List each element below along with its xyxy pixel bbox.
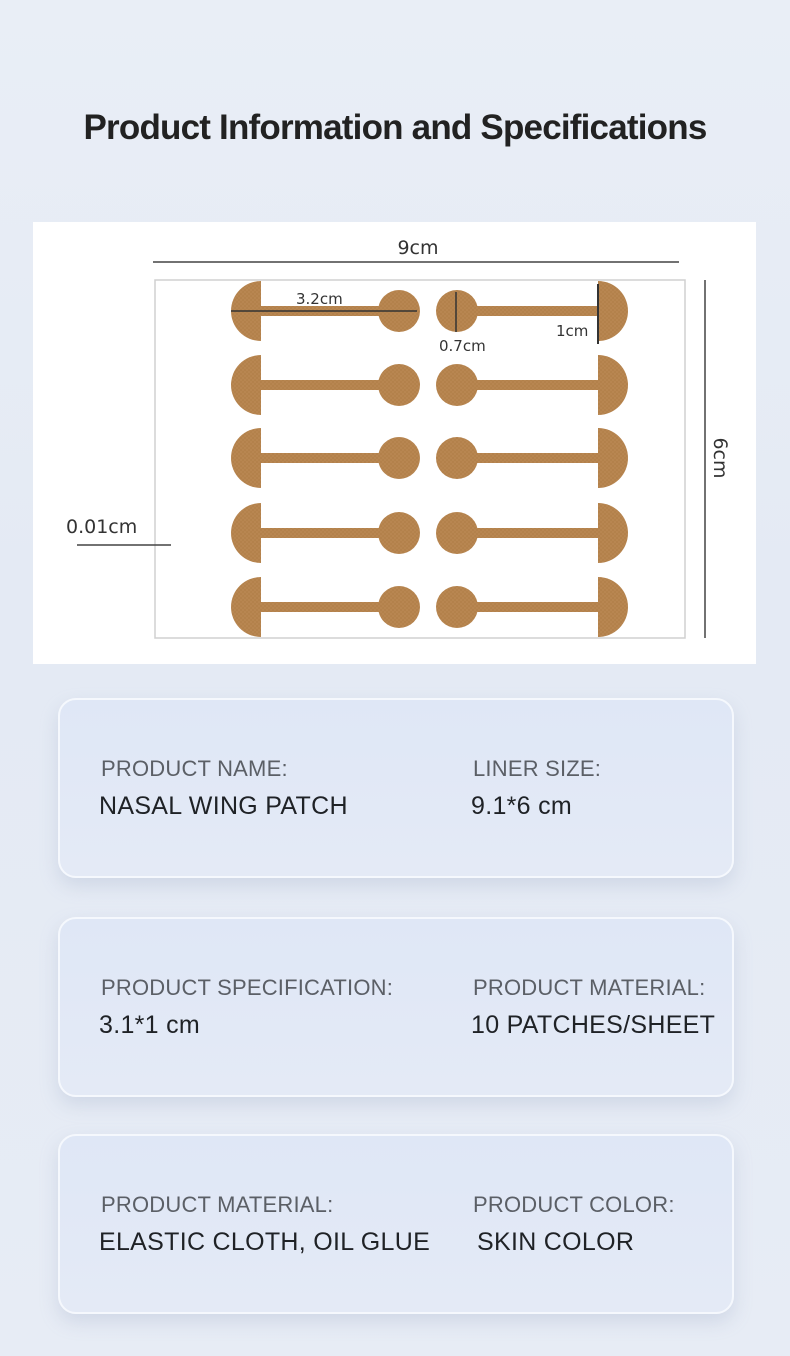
liner-size-label: LINER SIZE: — [473, 756, 602, 781]
product-name-label: PRODUCT NAME: — [101, 756, 288, 781]
product-color-label: PRODUCT COLOR: — [473, 1192, 675, 1217]
product-specification-label: PRODUCT SPECIFICATION: — [101, 975, 394, 1000]
patch-sheet-diagram — [33, 222, 756, 664]
product-material-label-2: PRODUCT MATERIAL: — [101, 1192, 334, 1217]
product-color-value: SKIN COLOR — [477, 1228, 635, 1256]
small-end-diameter-label: 0.7cm — [439, 337, 486, 355]
large-end-height-label: 1cm — [556, 322, 589, 340]
product-specification-value: 3.1*1 cm — [99, 1011, 201, 1039]
liner-size-value: 9.1*6 cm — [471, 792, 573, 820]
dimension-drawing — [33, 222, 756, 664]
thickness-label: 0.01cm — [66, 516, 138, 538]
sheet-width-label: 9cm — [397, 237, 439, 259]
product-material-value: 10 PATCHES/SHEET — [471, 1011, 716, 1039]
spec-card-2 — [58, 917, 734, 1097]
product-material-label: PRODUCT MATERIAL: — [473, 975, 706, 1000]
spec-card-1 — [58, 698, 734, 878]
patch-length-label: 3.2cm — [296, 290, 343, 308]
sheet-height-label: 6cm — [709, 437, 731, 479]
product-material-value-2: ELASTIC CLOTH, OIL GLUE — [99, 1228, 431, 1256]
page-title: Product Information and Specifications — [83, 108, 707, 147]
product-name-value: NASAL WING PATCH — [99, 792, 348, 820]
spec-card-3 — [58, 1134, 734, 1314]
